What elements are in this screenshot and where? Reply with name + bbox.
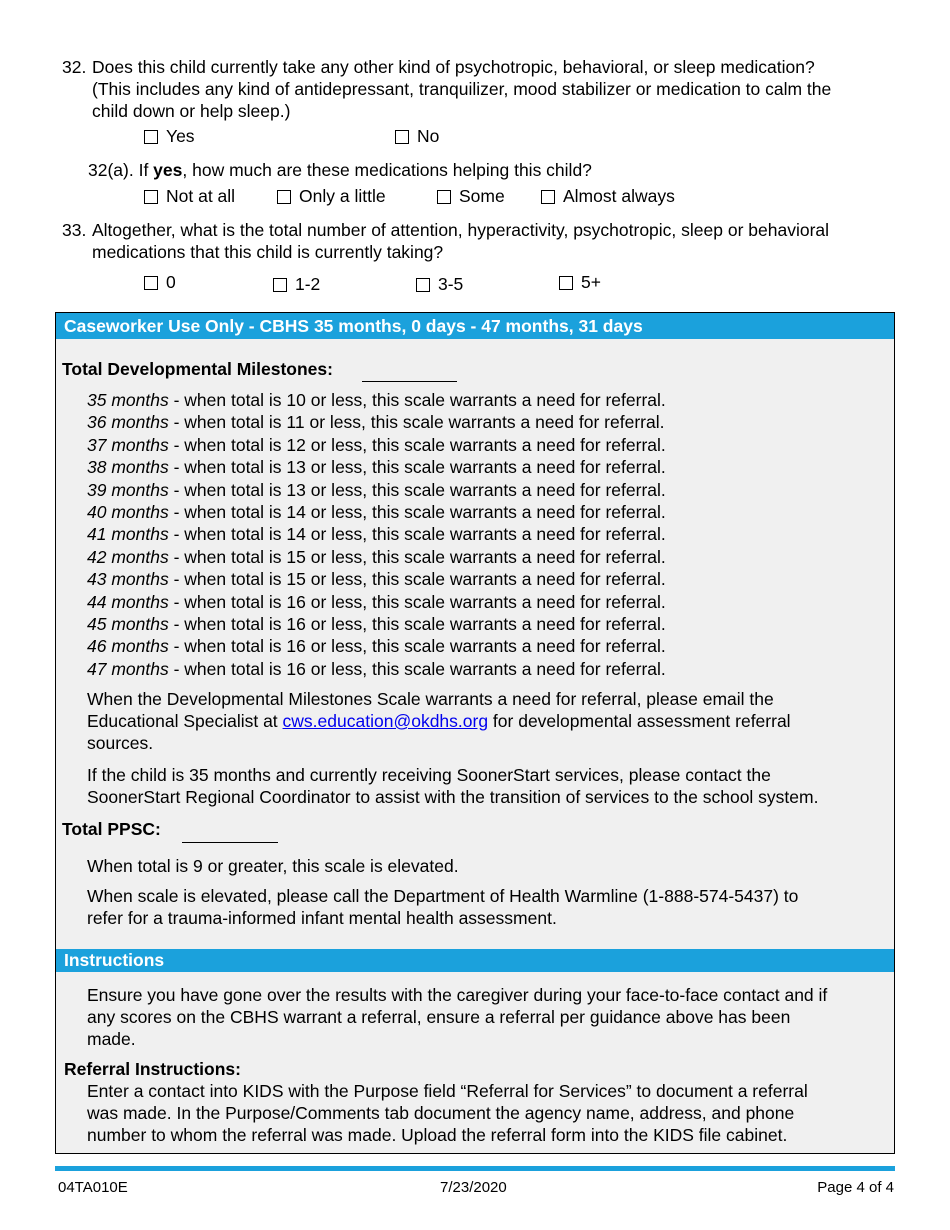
referral-text: - when total is [168, 502, 287, 523]
q32-option-yes[interactable] [144, 125, 195, 147]
checkbox[interactable] [273, 278, 287, 292]
q33-option-1-2[interactable] [273, 273, 320, 295]
option-label: 0 [166, 272, 176, 292]
referral-age: 37 months [87, 434, 169, 455]
referral-text: or less, this scale warrants a need for referral. [305, 479, 666, 500]
option-label: Almost always [563, 186, 675, 206]
email-line [87, 710, 791, 732]
q33-line: medications that this child is currently taking? [92, 242, 444, 262]
referral-text: or less, this scale warrants a need for referral. [305, 434, 666, 455]
option-label: 1-2 [295, 274, 321, 294]
option-label: Some [459, 186, 505, 206]
referral-age: 44 months [87, 591, 169, 612]
q33-option-3-5[interactable] [416, 273, 463, 295]
referral-row [87, 456, 666, 478]
referral-instructions-line: number to whom the referral was made. Upload the referral form into the KIDS file cabinet. [87, 1125, 788, 1145]
referral-total: 12 [286, 434, 306, 455]
referral-instructions-line: Enter a contact into KIDS with the Purpose field “Referral for Services” to document a referral [87, 1081, 808, 1101]
referral-age: 36 months [87, 412, 169, 433]
q32-line: (This includes any kind of antidepressant, tranquilizer, mood stabilizer or medication to calm the [92, 79, 832, 99]
referral-text: - when total is [168, 412, 287, 433]
q32-number: 32. [62, 57, 87, 77]
referral-text: - when total is [168, 591, 287, 612]
form-number: 04TA010E [58, 1179, 128, 1196]
q32a-suffix: , how much are these medications helping this child? [182, 160, 592, 180]
checkbox[interactable] [144, 130, 158, 144]
referral-age: 42 months [87, 546, 169, 567]
referral-age: 38 months [87, 457, 169, 478]
option-label: Yes [166, 126, 195, 146]
q32a-prefix: 32(a). If [88, 160, 154, 180]
email-paragraph [87, 688, 791, 754]
page-number: Page 4 of 4 [817, 1179, 894, 1196]
referral-instructions-paragraph [87, 1080, 808, 1146]
option-label: 5+ [581, 272, 601, 292]
referral-age: 40 months [87, 502, 169, 523]
referral-age: 41 months [87, 524, 169, 545]
referral-instructions-line: was made. In the Purpose/Comments tab document the agency name, address, and phone [87, 1103, 795, 1123]
referral-row [87, 411, 666, 433]
q32a-text [88, 159, 592, 181]
footer-rule [55, 1166, 895, 1171]
total-milestones-label: Total Developmental Milestones: [62, 359, 333, 379]
referral-text: or less, this scale warrants a need for referral. [305, 614, 666, 635]
referral-text: - when total is [168, 614, 287, 635]
email-lead: Educational Specialist at [87, 711, 283, 731]
q33-option-0[interactable] [144, 271, 176, 293]
referral-total: 13 [286, 457, 306, 478]
referral-row [87, 434, 666, 456]
q33-text [92, 219, 829, 263]
form-date: 7/23/2020 [440, 1179, 507, 1196]
referral-text: or less, this scale warrants a need for referral. [305, 636, 666, 657]
q32-text [92, 56, 831, 122]
q32a-option-not-at-all[interactable] [144, 185, 235, 207]
referral-text: - when total is [168, 569, 287, 590]
referral-row [87, 568, 666, 590]
referral-text: - when total is [168, 524, 287, 545]
referral-row [87, 613, 666, 635]
referral-age: 43 months [87, 569, 169, 590]
referral-row [87, 479, 666, 501]
caseworker-header: Caseworker Use Only - CBHS 35 months, 0 days - 47 months, 31 days [56, 313, 894, 339]
q32a-bold: yes [153, 160, 183, 180]
referral-row [87, 523, 666, 545]
referral-total: 11 [286, 412, 305, 433]
referral-text: - when total is [168, 479, 287, 500]
warmline-line: When scale is elevated, please call the Department of Health Warmline (1-888-574-5437) to [87, 886, 799, 906]
referral-row [87, 591, 666, 613]
referral-row [87, 658, 666, 680]
referral-row [87, 389, 666, 411]
referral-row [87, 501, 666, 523]
referral-text: or less, this scale warrants a need for referral. [305, 524, 666, 545]
referral-text: or less, this scale warrants a need for referral. [305, 658, 666, 679]
option-label: No [417, 126, 440, 146]
total-ppsc-field[interactable] [182, 842, 278, 843]
referral-total: 14 [286, 502, 306, 523]
referral-total: 15 [286, 546, 306, 567]
referral-instructions-heading: Referral Instructions: [64, 1059, 241, 1079]
email-link[interactable]: cws.education@okdhs.org [282, 711, 489, 731]
option-label: Only a little [299, 186, 386, 206]
q32a-option-only-a-little[interactable] [277, 185, 386, 207]
total-milestones-field[interactable] [362, 381, 457, 382]
checkbox[interactable] [144, 276, 158, 290]
referral-age: 45 months [87, 614, 169, 635]
q33-line: Altogether, what is the total number of attention, hyperactivity, psychotropic, sleep or behavioral [92, 220, 830, 240]
referral-row [87, 546, 666, 568]
checkbox[interactable] [541, 190, 555, 204]
checkbox[interactable] [277, 190, 291, 204]
total-ppsc-label: Total PPSC: [62, 819, 161, 839]
soonerstart-line: SoonerStart Regional Coordinator to assist with the transition of services to the school system. [87, 787, 819, 807]
q33-option-5-plus[interactable] [559, 271, 601, 293]
referral-total: 16 [286, 636, 306, 657]
instructions-line: Ensure you have gone over the results with the caregiver during your face-to-face contact and if [87, 985, 828, 1005]
instructions-paragraph [87, 984, 827, 1050]
checkbox[interactable] [437, 190, 451, 204]
q33-number: 33. [62, 220, 87, 240]
email-tail: for developmental assessment referral [488, 711, 791, 731]
referral-text: or less, this scale warrants a need for referral. [305, 546, 666, 567]
referral-table [87, 389, 666, 680]
referral-text: - when total is [168, 390, 287, 410]
checkbox[interactable] [416, 278, 430, 292]
referral-total: 14 [286, 524, 306, 545]
referral-total: 10 [286, 390, 306, 410]
referral-total: 13 [286, 479, 306, 500]
checkbox[interactable] [559, 276, 573, 290]
referral-total: 16 [286, 658, 306, 679]
referral-text: - when total is [168, 658, 287, 679]
option-label: 3-5 [438, 274, 464, 294]
referral-text: or less, this scale warrants a need for referral. [305, 390, 666, 410]
email-line: When the Developmental Milestones Scale warrants a need for referral, please email the [87, 689, 774, 709]
referral-age: 39 months [87, 479, 169, 500]
q32-line: Does this child currently take any other kind of psychotropic, behavioral, or sleep medication? [92, 57, 815, 77]
soonerstart-line: If the child is 35 months and currently receiving SoonerStart services, please contact the [87, 765, 771, 785]
q32a-option-some[interactable] [437, 185, 505, 207]
referral-total: 15 [286, 569, 306, 590]
referral-age: 47 months [87, 658, 169, 679]
referral-age: 35 months [87, 390, 169, 410]
referral-text: or less, this scale warrants a need for referral. [305, 502, 666, 523]
warmline-line: refer for a trauma-informed infant mental health assessment. [87, 908, 557, 928]
referral-text: or less, this scale warrants a need for referral. [304, 412, 665, 433]
instructions-line: any scores on the CBHS warrant a referral, ensure a referral per guidance above has been [87, 1007, 791, 1027]
referral-text: - when total is [168, 457, 287, 478]
referral-age: 46 months [87, 636, 169, 657]
q32-option-no[interactable] [395, 125, 439, 147]
checkbox[interactable] [395, 130, 409, 144]
email-line: sources. [87, 733, 154, 753]
caseworker-panel [55, 312, 895, 1154]
ppsc-line: When total is 9 or greater, this scale is elevated. [87, 856, 459, 876]
referral-text: - when total is [168, 434, 287, 455]
referral-text: - when total is [168, 546, 287, 567]
referral-text: or less, this scale warrants a need for referral. [305, 569, 666, 590]
referral-text: - when total is [168, 636, 287, 657]
warmline-paragraph [87, 885, 798, 929]
soonerstart-paragraph [87, 764, 818, 808]
q32a-option-almost-always[interactable] [541, 185, 675, 207]
checkbox[interactable] [144, 190, 158, 204]
option-label: Not at all [166, 186, 236, 206]
q32-line: child down or help sleep.) [92, 101, 291, 121]
referral-row [87, 635, 666, 657]
referral-total: 16 [286, 614, 306, 635]
instructions-line: made. [87, 1029, 136, 1049]
referral-text: or less, this scale warrants a need for referral. [305, 457, 666, 478]
instructions-header: Instructions [56, 949, 894, 972]
referral-total: 16 [286, 591, 306, 612]
referral-text: or less, this scale warrants a need for referral. [305, 591, 666, 612]
